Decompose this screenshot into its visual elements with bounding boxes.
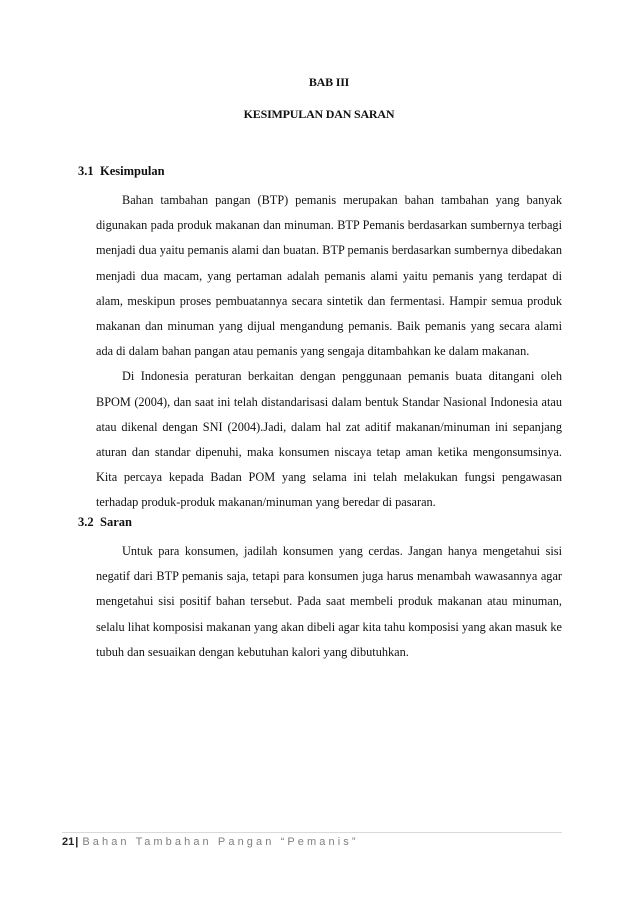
section-body-kesimpulan (96, 188, 562, 516)
section-heading-kesimpulan (78, 164, 165, 179)
running-title: Bahan Tambahan Pangan “Pemanis” (82, 836, 359, 848)
section-body-saran (96, 539, 562, 665)
page-footer (62, 836, 359, 848)
chapter-label: BAB III (308, 75, 350, 89)
paragraph: Untuk para konsumen, jadilah konsumen yang cerdas. Jangan hanya mengetahui sisi negatif dari BTP pemanis saja, tetapi para konsumen juga harus menambah wawasannya agar mengetahui sisi positif bahan tersebut. Pada saat membeli produk makanan atau minuman, selalu lihat komposisi makanan yang akan dibeli agar kita tahu komposisi yang akan masuk ke tubuh dan sesuaikan dengan kebutuhan kalori yang dibutuhkan. (96, 544, 562, 659)
section-heading-saran (78, 515, 132, 530)
footer-separator: | (75, 836, 79, 848)
section-number: 3.2 (78, 515, 94, 529)
section-title: Saran (100, 515, 132, 529)
section-number: 3.1 (78, 164, 94, 178)
section-title: Kesimpulan (100, 164, 165, 178)
paragraph: Bahan tambahan pangan (BTP) pemanis merupakan bahan tambahan yang banyak digunakan pada produk makanan dan minuman. BTP Pemanis berdasarkan sumbernya terbagi menjadi dua yaitu pemanis alami dan buatan. BTP pemanis berdasarkan sumbernya dibedakan menjadi dua macam, yang pertaman adalah pemanis alami yaitu pemanis yang terdapat di alam, meskipun proses pembuatannya secara sintetik dan fermentasi. Hampir semua produk makanan dan minuman yang dijual mengandung pemanis. Baik pemanis yang secara alami ada di dalam bahan pangan atau pemanis yang sengaja ditambahkan ke dalam makanan. (96, 193, 562, 359)
page-number: 21 (62, 836, 75, 848)
paragraph: Di Indonesia peraturan berkaitan dengan penggunaan pemanis buata ditangani oleh BPOM (2004), dan saat ini telah distandarisasi dalam bentuk Standar Nasional Indonesia atau atau dikenal dengan SNI (2004).Jadi, dalam hal zat aditif makanan/minuman ini sepanjang aturan dan standar dipenuhi, maka konsumen niscaya tetap aman ketika mengonsumsinya. Kita percaya kepada Badan POM yang selama ini telah melakukan fungsi pengawasan terhadap produk-produk makanan/minuman yang beredar di pasaran. (96, 369, 562, 510)
footer-divider (62, 832, 562, 833)
chapter-title: KESIMPULAN DAN SARAN (243, 107, 395, 121)
